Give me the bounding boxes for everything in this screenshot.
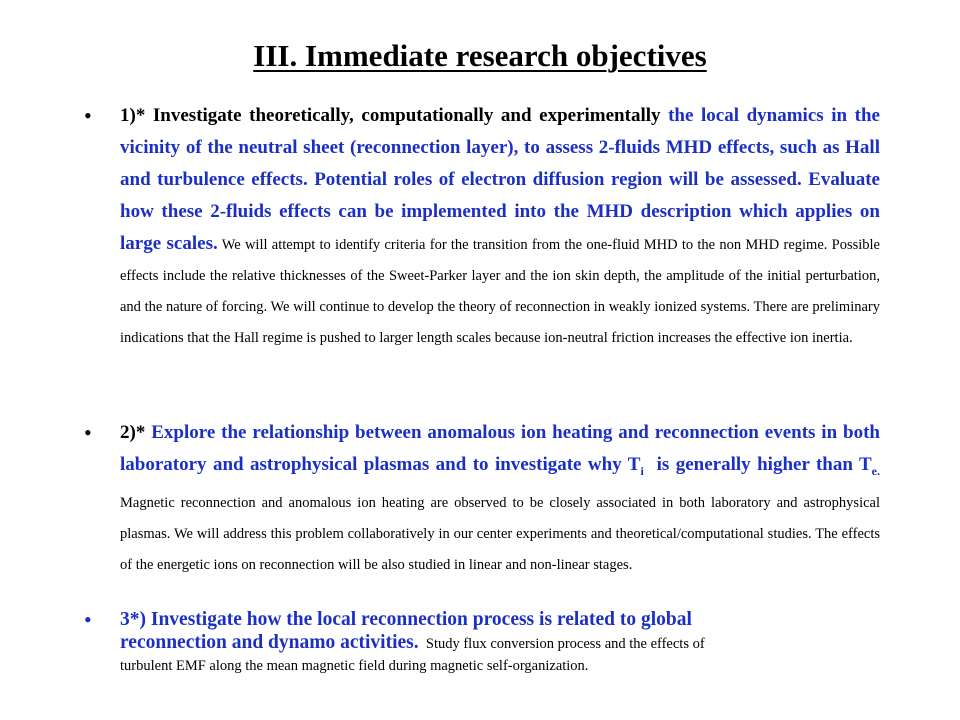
objective-item-1 xyxy=(84,100,880,353)
objective-2-highlight xyxy=(120,422,880,478)
objective-1-lead: 1)* Investigate theoretically, computationally and experimentally xyxy=(120,105,669,126)
objective-item-3 xyxy=(84,607,880,676)
objective-1-highlight: the local dynamics in the vicinity of the neutral sheet (reconnection layer), to assess 2-fluids MHD effects, such as Hall and turbulence effects. Potential roles of electron diffusion region will be assessed. Evaluate how these 2-fluids effects can be implemented into the MHD description which applies on large scales. xyxy=(120,105,880,254)
objective-3-detail-a: Study flux conversion process and the effects of xyxy=(418,636,705,652)
objective-2-highlight-a: Explore the relationship between anomalous ion heating and reconnection events in both laboratory and astrophysical plasmas and to investigate why T xyxy=(120,422,880,475)
objective-2-detail: Magnetic reconnection and anomalous ion heating are observed to be closely associated in both laboratory and astrophysical plasmas. We will address this problem collaboratively in our center experiments and theoretical/computational studies. The effects of the energetic ions on reconnection will be also studied in linear and non-linear stages. xyxy=(120,494,880,573)
objective-1-text xyxy=(120,100,880,353)
objective-3-text xyxy=(120,608,880,676)
objective-2-highlight-b: is generally higher than T xyxy=(643,454,872,475)
objective-3-line-2: reconnection and dynamo activities. xyxy=(120,632,419,653)
bullet-icon: • xyxy=(84,103,92,128)
objective-item-2 xyxy=(84,417,880,580)
bullet-icon: • xyxy=(84,420,92,445)
ion-temperature-subscript: i xyxy=(640,463,644,478)
objective-2-lead: 2)* xyxy=(120,422,152,443)
objective-3-line-1: 3*) Investigate how the local reconnection process is related to global xyxy=(120,609,692,630)
slide-title: III. Immediate research objectives xyxy=(253,38,707,73)
electron-temperature-subscript: e. xyxy=(871,463,880,478)
objective-2-text xyxy=(120,417,880,580)
objective-1-detail: We will attempt to identify criteria for the transition from the one-fluid MHD to the non MHD regime. Possible effects include the relative thicknesses of the Sweet-Parker layer and the ion skin depth, the amplitude of the initial perturbation, and the nature of forcing. We will continue to develop the theory of reconnection in weakly ionized systems. There are preliminary indications that the Hall regime is pushed to larger length scales because ion-neutral friction increases the effective ion inertia. xyxy=(120,237,880,346)
objective-3-detail-b: turbulent EMF along the mean magnetic field during magnetic self-organization. xyxy=(120,658,589,674)
bullet-icon: • xyxy=(84,607,92,632)
